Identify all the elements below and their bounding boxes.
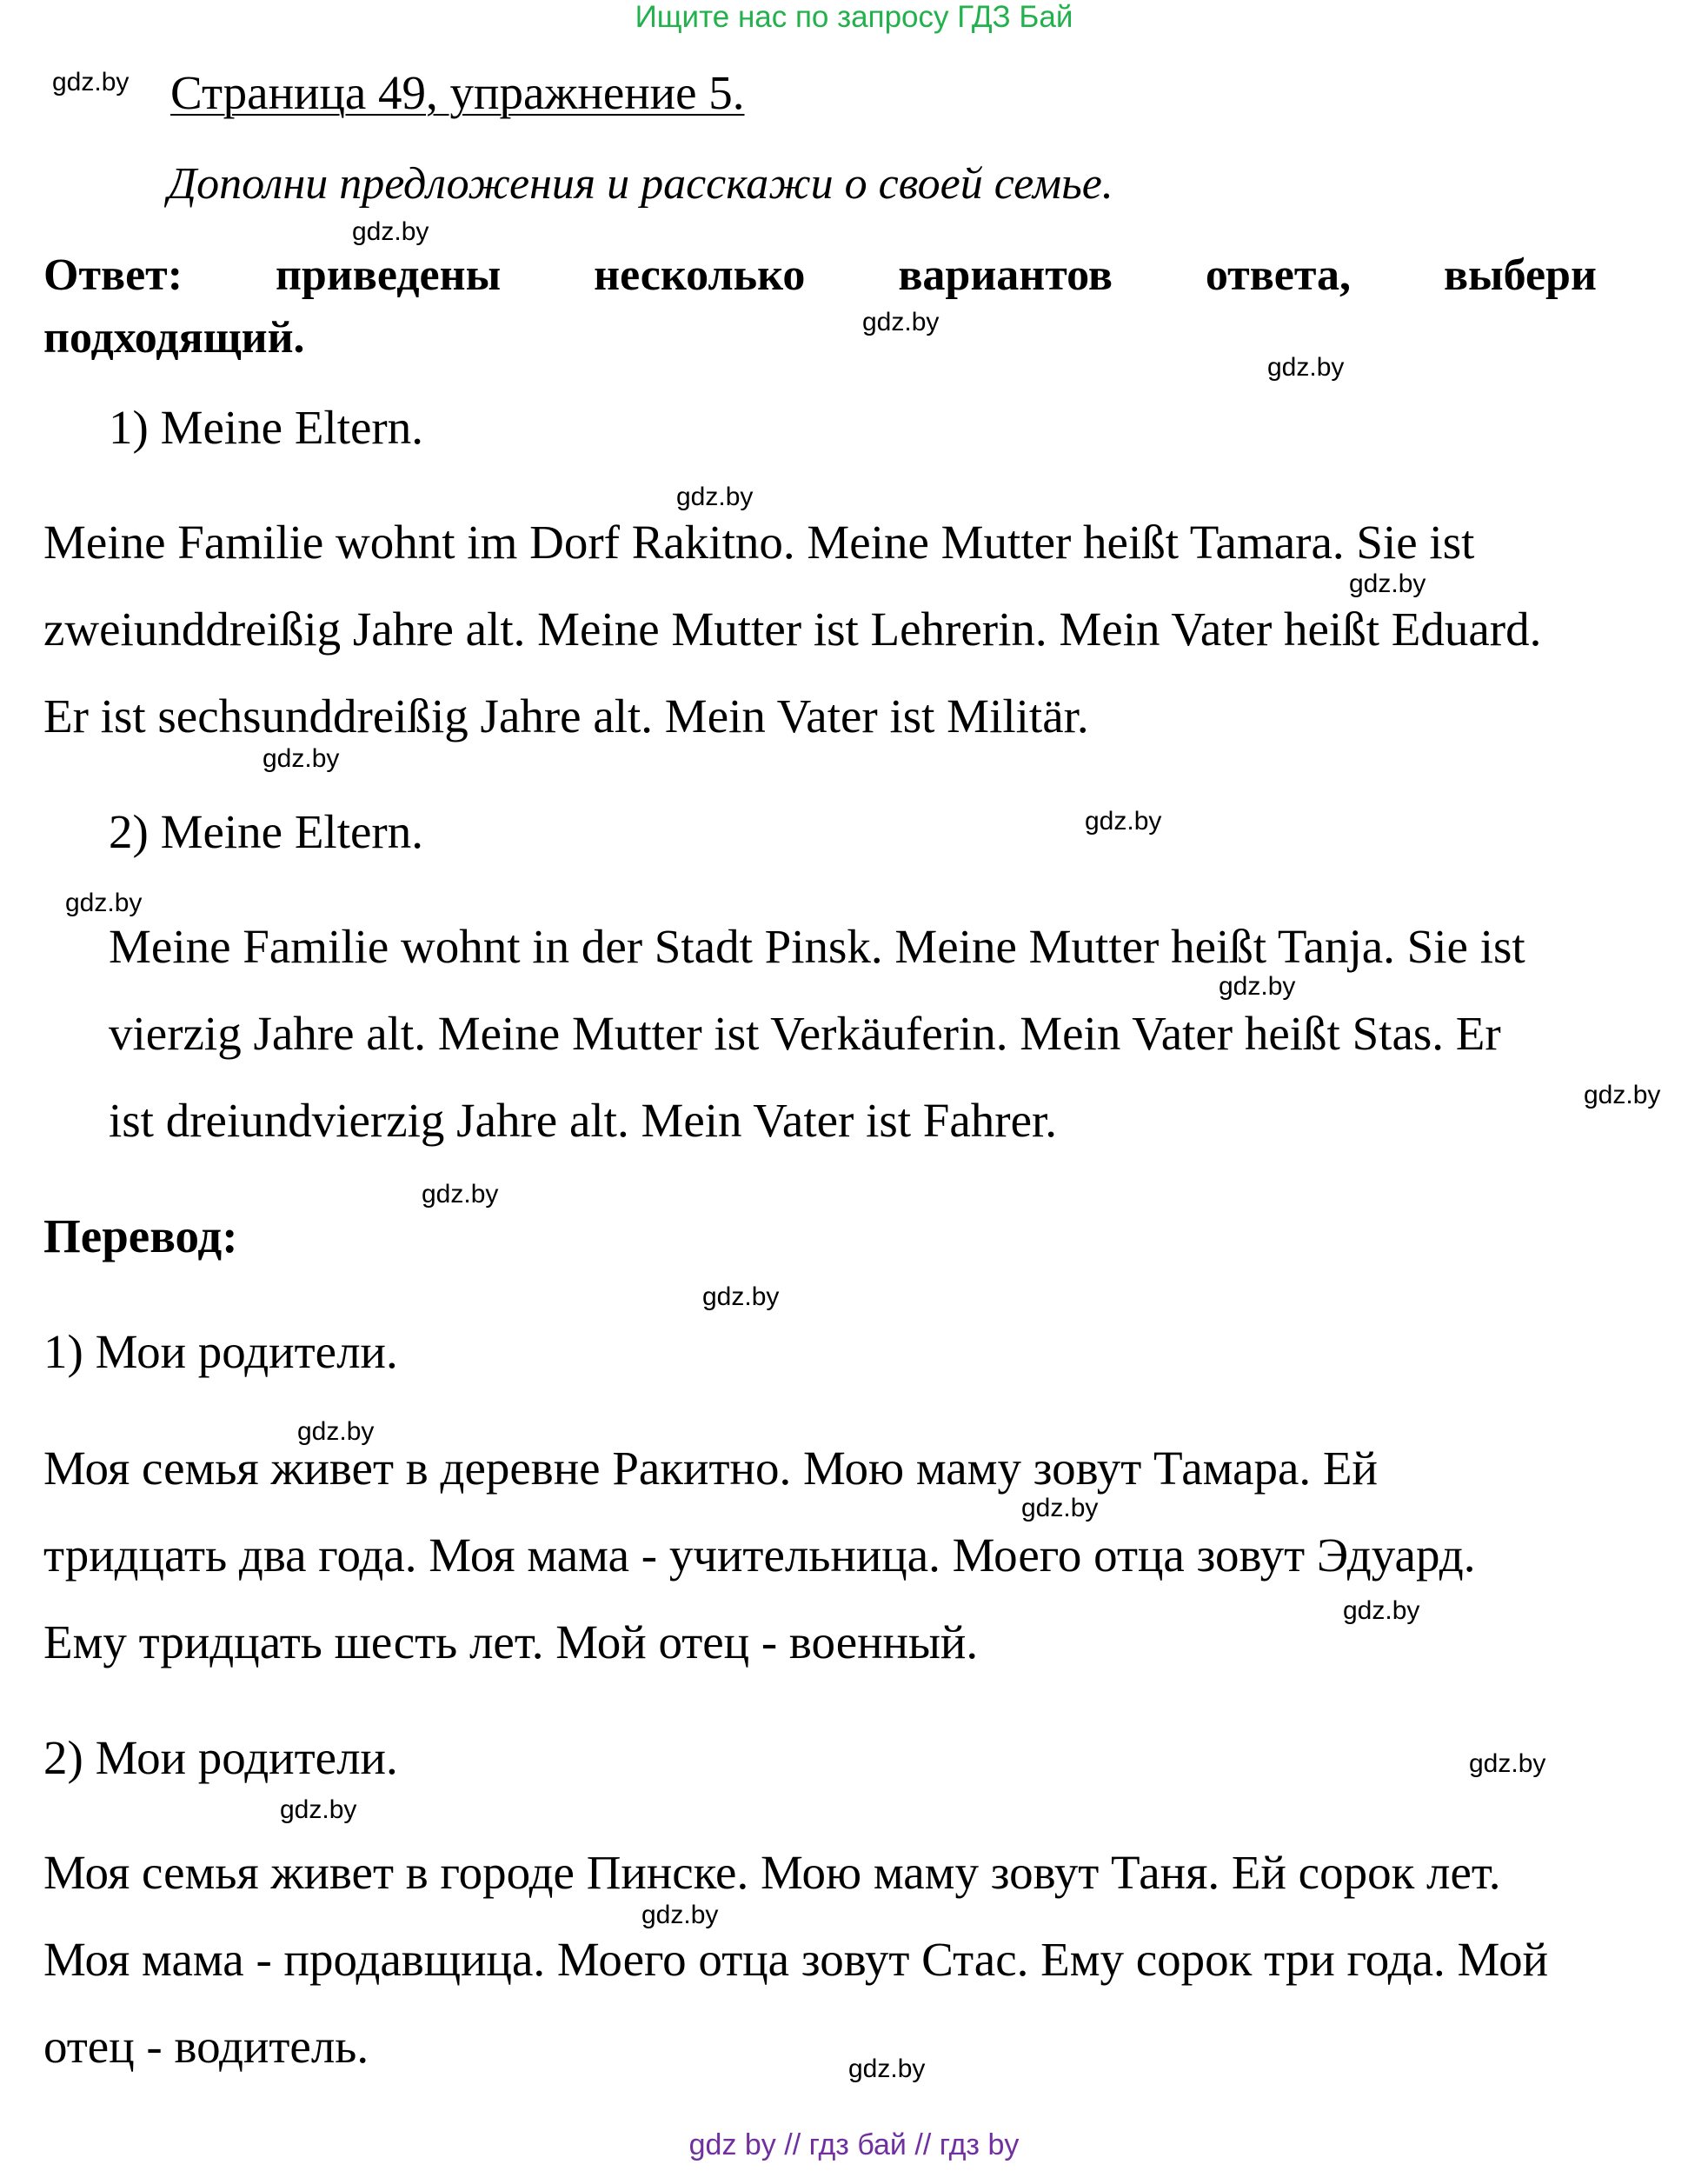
variant-heading: 1) Мои родители. bbox=[43, 1325, 398, 1378]
watermark: gdz.by bbox=[1349, 569, 1426, 598]
text-line: Моя семья живет в деревне Ракитно. Мою маму зовут Тамара. Ей bbox=[43, 1442, 1378, 1495]
text-line: Meine Familie wohnt in der Stadt Pinsk. Meine Mutter heißt Tanja. Sie ist bbox=[109, 920, 1525, 973]
variant-heading: 1) Meine Eltern. bbox=[109, 401, 423, 454]
watermark: gdz.by bbox=[1469, 1749, 1546, 1778]
answer-word: вариантов bbox=[898, 250, 1113, 300]
watermark: gdz.by bbox=[1267, 353, 1345, 382]
watermark: gdz.by bbox=[422, 1180, 499, 1209]
watermark: gdz.by bbox=[280, 1795, 357, 1824]
answer-heading bbox=[43, 250, 1597, 301]
watermark: gdz.by bbox=[862, 308, 940, 336]
text-line: ist dreiundvierzig Jahre alt. Mein Vater ist Fahrer. bbox=[109, 1094, 1058, 1147]
watermark: gdz.by bbox=[1085, 807, 1162, 836]
text-line-content: Meine Familie wohnt im Dorf Rakitno. Meine Mutter heißt Tamara. Sie ist bbox=[43, 516, 1475, 569]
task-text: Дополни предложения и расскажи о своей семье. bbox=[168, 159, 1113, 209]
answer-word: ответа, bbox=[1205, 250, 1352, 300]
watermark: gdz.by bbox=[1021, 1494, 1099, 1522]
watermark: gdz.by bbox=[263, 744, 340, 773]
text-line: тридцать два года. Моя мама - учительница. Моего отца зовут Эдуард. bbox=[43, 1528, 1476, 1582]
watermark: gdz.by bbox=[1584, 1081, 1661, 1109]
watermark: gdz.by bbox=[52, 68, 130, 97]
variant-heading: 2) Meine Eltern. bbox=[109, 805, 423, 858]
text-line: Ему тридцать шесть лет. Мой отец - военный. bbox=[43, 1615, 979, 1668]
watermark: gdz.by bbox=[702, 1282, 780, 1311]
footer-links[interactable]: gdz by // гдз бай // гдз by bbox=[688, 2128, 1020, 2161]
watermark: gdz.by bbox=[848, 2054, 926, 2083]
translation-heading: Перевод: bbox=[43, 1209, 238, 1262]
answer-word: несколько bbox=[594, 250, 806, 300]
text-line: Моя семья живет в городе Пинске. Мою маму зовут Таня. Ей сорок лет. bbox=[43, 1846, 1501, 1899]
text-line: отец - водитель. bbox=[43, 2020, 369, 2073]
page-title: Страница 49, упражнение 5. bbox=[170, 66, 745, 119]
answer-word: выбери bbox=[1443, 250, 1597, 300]
watermark: gdz.by bbox=[1343, 1596, 1420, 1625]
text-line: Моя мама - продавщица. Моего отца зовут Стас. Ему сорок три года. Мой bbox=[43, 1933, 1548, 1986]
text-line: vierzig Jahre alt. Meine Mutter ist Verkäuferin. Mein Vater heißt Stas. Er bbox=[109, 1007, 1501, 1060]
watermark: gdz.by bbox=[676, 483, 754, 511]
watermark: gdz.by bbox=[297, 1417, 375, 1446]
text-line: zweiunddreißig Jahre alt. Meine Mutter ist Lehrerin. Mein Vater heißt Eduard. bbox=[43, 603, 1542, 656]
text-line bbox=[43, 515, 1597, 569]
text-line: Er ist sechsunddreißig Jahre alt. Mein Vater ist Militär. bbox=[43, 689, 1089, 743]
watermark: gdz.by bbox=[352, 217, 429, 246]
answer-word: приведены bbox=[275, 250, 502, 300]
watermark: gdz.by bbox=[641, 1901, 719, 1929]
top-banner-link[interactable]: Ищите нас по запросу ГДЗ Бай bbox=[635, 0, 1073, 34]
answer-word: Ответ: bbox=[43, 250, 183, 300]
watermark: gdz.by bbox=[65, 889, 143, 917]
variant-heading: 2) Мои родители. bbox=[43, 1731, 398, 1784]
answer-heading-line2: подходящий. bbox=[43, 313, 305, 363]
watermark: gdz.by bbox=[1219, 972, 1296, 1001]
